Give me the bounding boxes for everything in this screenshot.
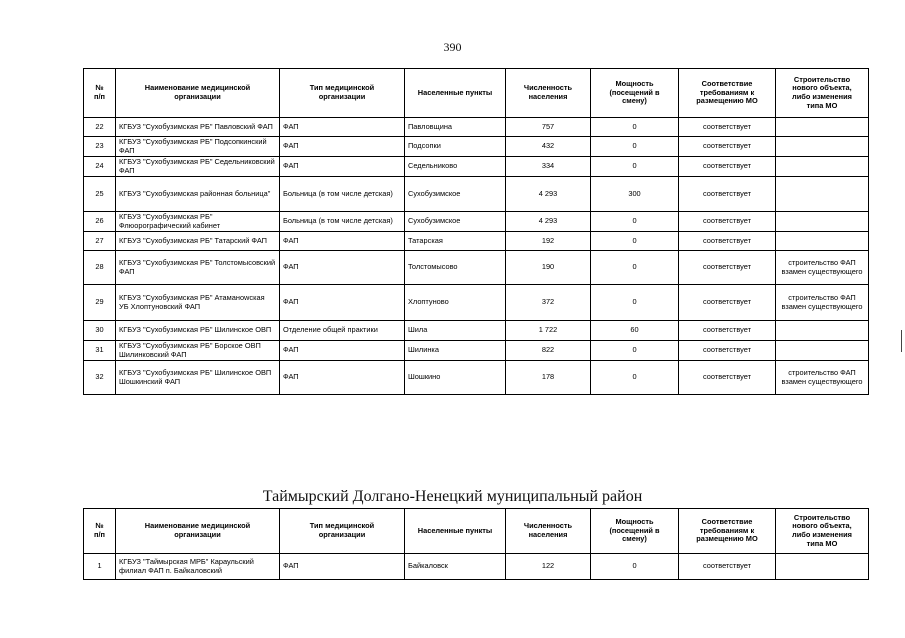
table-cell-capacity: 0 [591,554,679,580]
table-cell-org-type: ФАП [280,157,405,177]
table-cell-num: 24 [84,157,116,177]
table-cell-construction [776,321,869,341]
table-cell-org-type: ФАП [280,361,405,395]
table-row [84,554,869,580]
table-cell-org-name: КГБУЗ "Таймырская МРБ" Караульский филиал ФАП п. Байкаловский [116,554,280,580]
table-cell-settlement: Байкаловск [405,554,506,580]
table-cell-org-type: ФАП [280,341,405,361]
col-header-population: Численность населения [506,509,591,554]
table-cell-settlement: Павловщина [405,118,506,137]
section-title: Таймырский Долгано-Ненецкий муниципальный район [262,488,643,505]
table-cell-org-type: ФАП [280,232,405,251]
col-header-org-type: Тип медицинской организации [280,69,405,118]
table-cell-population: 4 293 [506,177,591,212]
col-header-settlements: Населенные пункты [405,69,506,118]
table-cell-compliance: соответствует [679,251,776,285]
table-cell-org-name: КГБУЗ "Сухобузимская районная больница" [116,177,280,212]
table-cell-compliance: соответствует [679,341,776,361]
table-cell-org-name: КГБУЗ "Сухобузимская РБ" Шилинское ОВП [116,321,280,341]
facilities-table-sukhobuzimsky [83,68,869,395]
table-cell-population: 190 [506,251,591,285]
table-cell-compliance: соответствует [679,212,776,232]
table-cell-compliance: соответствует [679,137,776,157]
table-cell-capacity: 60 [591,321,679,341]
table-cell-settlement: Шошкино [405,361,506,395]
table-cell-population: 178 [506,361,591,395]
table-cell-capacity: 0 [591,212,679,232]
table-row [84,137,869,157]
table-cell-org-name: КГБУЗ "Сухобузимская РБ" Шилинское ОВП Шошкинский ФАП [116,361,280,395]
table-cell-org-name: КГБУЗ "Сухобузимская РБ" Флюорографический кабинет [116,212,280,232]
col-header-num: № п/п [84,69,116,118]
table-row [84,361,869,395]
table-cell-org-type: Отделение общей практики [280,321,405,341]
table-cell-num: 32 [84,361,116,395]
table-cell-org-type: Больница (в том числе детская) [280,177,405,212]
table-cell-settlement: Сухобузимское [405,177,506,212]
table-row [84,251,869,285]
table-row [84,177,869,212]
table-cell-capacity: 0 [591,361,679,395]
table-row [84,157,869,177]
table-cell-capacity: 0 [591,118,679,137]
table-cell-construction [776,232,869,251]
facilities-table-taimyr [83,508,869,580]
table-row [84,341,869,361]
table-cell-population: 372 [506,285,591,321]
table-cell-org-type: Больница (в том числе детская) [280,212,405,232]
table-cell-population: 822 [506,341,591,361]
table-cell-capacity: 0 [591,232,679,251]
table-header-row [84,509,869,554]
table-cell-capacity: 0 [591,285,679,321]
table-cell-num: 25 [84,177,116,212]
table-cell-settlement: Подсопки [405,137,506,157]
table-cell-compliance: соответствует [679,177,776,212]
table-cell-settlement: Седельниково [405,157,506,177]
table-cell-population: 4 293 [506,212,591,232]
table-cell-num: 31 [84,341,116,361]
table-cell-settlement: Толстомысово [405,251,506,285]
table-cell-num: 30 [84,321,116,341]
table-cell-construction [776,212,869,232]
table-row [84,232,869,251]
table-cell-compliance: соответствует [679,118,776,137]
table-cell-org-name: КГБУЗ "Сухобузимская РБ" Павловский ФАП [116,118,280,137]
table-cell-population: 334 [506,157,591,177]
table-cell-construction: строительство ФАП взамен существующего [776,251,869,285]
col-header-compliance: Соответствие требованиям к размещению МО [679,509,776,554]
table-row [84,285,869,321]
table-cell-settlement: Сухобузимское [405,212,506,232]
table-cell-num: 29 [84,285,116,321]
col-header-org-name: Наименование медицинской организации [116,509,280,554]
table-cell-construction [776,118,869,137]
table-cell-construction [776,137,869,157]
col-header-org-name: Наименование медицинской организации [116,69,280,118]
table-cell-org-name: КГБУЗ "Сухобузимская РБ" Подсопкинский ФАП [116,137,280,157]
table-cell-capacity: 0 [591,157,679,177]
table-cell-population: 192 [506,232,591,251]
table-cell-capacity: 300 [591,177,679,212]
table-cell-population: 122 [506,554,591,580]
col-header-construction: Строительство нового объекта, либо изменения типа МО [776,509,869,554]
col-header-population: Численность населения [506,69,591,118]
table-cell-num: 1 [84,554,116,580]
table-cell-org-name: КГБУЗ "Сухобузимская РБ" Борское ОВП Шилинковский ФАП [116,341,280,361]
table-cell-compliance: соответствует [679,554,776,580]
margin-mark [901,330,902,352]
table-header-row [84,69,869,118]
table-cell-construction [776,177,869,212]
table-cell-compliance: соответствует [679,232,776,251]
table-cell-org-type: ФАП [280,251,405,285]
table-cell-org-name: КГБУЗ "Сухобузимская РБ" Атаманowская УБ Хлоптуновский ФАП [116,285,280,321]
table-cell-construction [776,157,869,177]
table-cell-settlement: Шила [405,321,506,341]
table-row [84,118,869,137]
page-number: 390 [443,40,462,54]
table-cell-population: 1 722 [506,321,591,341]
table-cell-compliance: соответствует [679,157,776,177]
table-cell-settlement: Татарская [405,232,506,251]
col-header-construction: Строительство нового объекта, либо изменения типа МО [776,69,869,118]
table-cell-org-type: ФАП [280,554,405,580]
col-header-settlements: Населенные пункты [405,509,506,554]
col-header-num: № п/п [84,509,116,554]
col-header-compliance: Соответствие требованиям к размещению МО [679,69,776,118]
table-cell-settlement: Хлоптуново [405,285,506,321]
table-cell-num: 22 [84,118,116,137]
table-row [84,212,869,232]
table-cell-construction: строительство ФАП взамен существующего [776,285,869,321]
table-cell-num: 23 [84,137,116,157]
table-cell-org-name: КГБУЗ "Сухобузимская РБ" Седельниковский ФАП [116,157,280,177]
table-cell-settlement: Шилинка [405,341,506,361]
col-header-capacity: Мощность (посещений в смену) [591,69,679,118]
table-cell-population: 757 [506,118,591,137]
table-row [84,321,869,341]
table-cell-org-type: ФАП [280,285,405,321]
table-cell-compliance: соответствует [679,361,776,395]
table-cell-construction [776,341,869,361]
table-cell-org-name: КГБУЗ "Сухобузимская РБ" Толстомысовский ФАП [116,251,280,285]
table-cell-org-type: ФАП [280,118,405,137]
col-header-org-type: Тип медицинской организации [280,509,405,554]
table-cell-capacity: 0 [591,137,679,157]
table-cell-org-name: КГБУЗ "Сухобузимская РБ" Татарский ФАП [116,232,280,251]
table-cell-population: 432 [506,137,591,157]
table-cell-num: 28 [84,251,116,285]
col-header-capacity: Мощность (посещений в смену) [591,509,679,554]
table-cell-capacity: 0 [591,251,679,285]
table-cell-org-type: ФАП [280,137,405,157]
table-cell-num: 27 [84,232,116,251]
table-cell-num: 26 [84,212,116,232]
table-cell-construction [776,554,869,580]
table-cell-compliance: соответствует [679,321,776,341]
table-cell-compliance: соответствует [679,285,776,321]
table-cell-capacity: 0 [591,341,679,361]
table-cell-construction: строительство ФАП взамен существующего [776,361,869,395]
